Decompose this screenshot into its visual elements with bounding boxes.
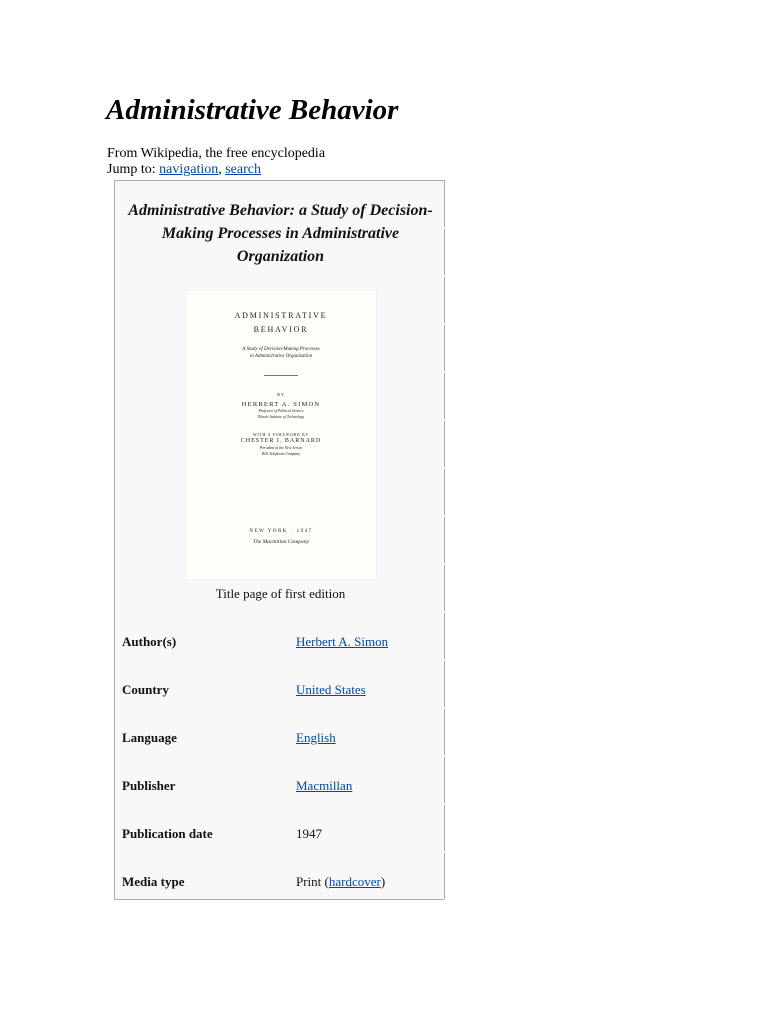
infobox-label: Country [122,682,169,697]
cover-author-role1: Professor of Political Science [258,409,304,413]
book-cover-image[interactable] [186,291,376,579]
cover-by: BY [277,392,285,397]
cover-subtitle-line1: A Study of Decision-Making Processes [242,347,320,352]
cover-publisher: The Macmillan Company [253,539,309,545]
cover-rule [264,375,298,376]
infobox-label: Publisher [122,778,176,793]
jump-separator: , [218,162,226,177]
media-type-value [296,858,385,906]
infobox-label: Media type [122,874,185,889]
language-link[interactable]: English [296,730,336,745]
cover-place-year: NEW YORK · 1947 [249,529,313,534]
infobox-label: Publication date [122,826,213,841]
image-caption: Title page of first edition [215,586,346,601]
page-title: Administrative Behavior [106,94,399,126]
hardcover-link[interactable]: hardcover [328,874,381,889]
country-link[interactable]: United States [296,682,366,697]
cover-foreword-role1: President of the New Jersey [259,446,303,450]
jump-to-prefix: Jump to: [107,162,160,177]
jump-to-line [107,162,261,178]
infobox [114,180,445,900]
media-type-suffix: ) [380,874,386,889]
cover-foreword: WITH A FOREWORD BY [252,433,310,437]
infobox-label: Language [122,730,177,745]
infobox-row-publisher [115,762,446,810]
author-link[interactable]: Herbert A. Simon [296,634,389,649]
cover-author-role2: Illinois Institute of Technology [257,415,305,419]
infobox-row-media-type [115,858,446,906]
media-type-prefix: Print ( [296,874,329,889]
infobox-row-publication-date [115,810,446,858]
cover-foreword-role2: Bell Telephone Company [261,452,301,456]
cover-author: HERBERT A. SIMON [241,401,321,408]
publisher-link[interactable]: Macmillan [296,778,353,793]
site-tagline: From Wikipedia, the free encyclopedia [107,146,326,161]
cover-title-line1: ADMINISTRATIVE [234,311,328,320]
jump-search-link[interactable]: search [225,162,261,177]
cover-title-line2: BEHAVIOR [253,325,309,334]
infobox-label: Author(s) [122,634,177,649]
cover-foreword-author: CHESTER I. BARNARD [240,438,322,444]
jump-navigation-link[interactable]: navigation [159,162,219,177]
infobox-row-author [115,618,446,666]
publication-date-value: 1947 [296,826,322,841]
infobox-row-country [115,666,446,714]
cover-subtitle-line2: in Administrative Organization [249,354,313,359]
infobox-row-language [115,714,446,762]
infobox-title: Administrative Behavior: a Study of Decision-Making Processes in Administrative Organization [128,202,433,265]
